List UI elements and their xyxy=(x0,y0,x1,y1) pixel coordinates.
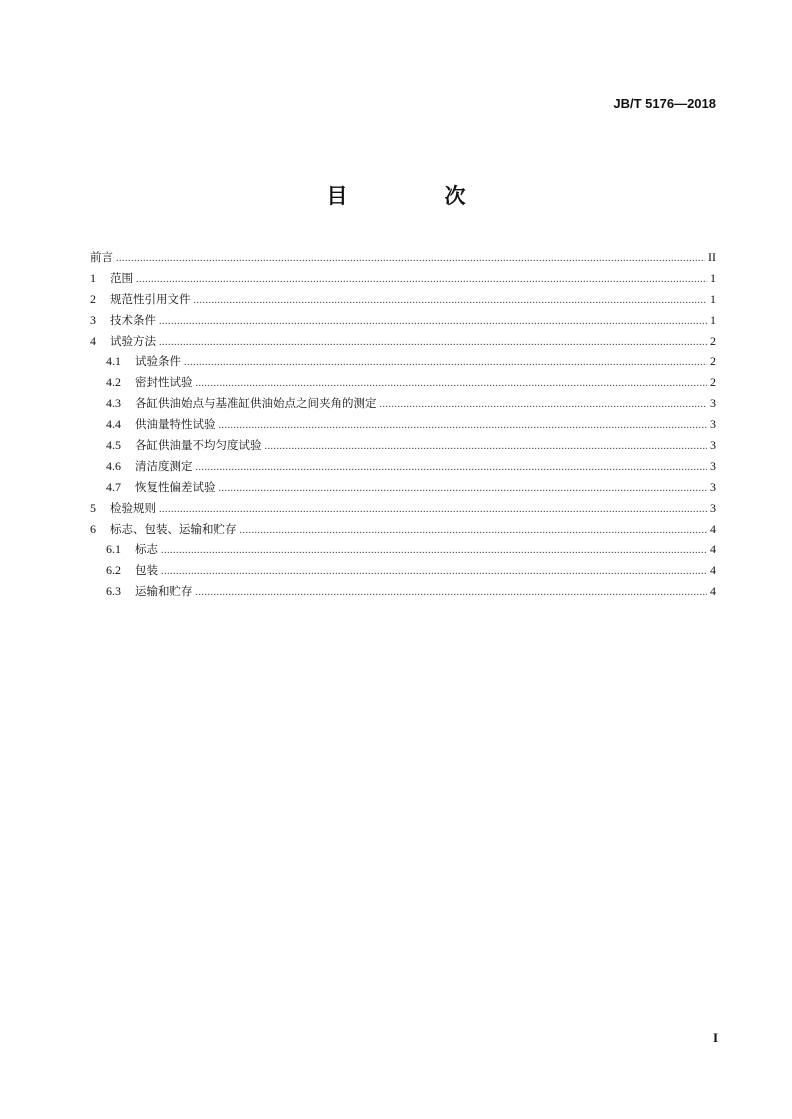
toc-leader-dots xyxy=(380,395,708,416)
toc-entry-page: 4 xyxy=(710,584,716,599)
toc-leader-dots xyxy=(196,374,708,395)
toc-entry-label: 标志 xyxy=(135,542,158,557)
toc-entry-label: 各缸供油始点与基准缸供油始点之间夹角的测定 xyxy=(135,396,377,411)
toc-entry-page: 3 xyxy=(710,500,716,515)
toc-entry-4-5[interactable] xyxy=(90,435,716,456)
toc-entry-page: 2 xyxy=(710,375,716,390)
toc-entry-label: 范围 xyxy=(110,270,133,285)
toc-entry-5[interactable] xyxy=(90,498,716,519)
toc-entry-4-3[interactable] xyxy=(90,393,716,414)
toc-leader-dots xyxy=(161,562,707,583)
toc-entry-4[interactable] xyxy=(90,331,716,352)
toc-entry-label: 规范性引用文件 xyxy=(110,291,191,306)
toc-entry-4-4[interactable] xyxy=(90,414,716,435)
toc-entry-foreword[interactable] xyxy=(90,247,716,268)
toc-entry-page: 2 xyxy=(710,354,716,369)
toc-entry-page: 1 xyxy=(710,291,716,306)
toc-entry-label: 试验方法 xyxy=(110,333,156,348)
toc-entry-number: 6.2 xyxy=(106,563,121,578)
page-title: 目 次 xyxy=(326,184,504,208)
toc-entry-number: 1 xyxy=(90,270,96,285)
toc-entry-1[interactable] xyxy=(90,268,716,289)
toc-entry-label: 供油量特性试验 xyxy=(135,417,216,432)
toc-entry-number: 6.1 xyxy=(106,542,121,557)
toc-entry-page: 3 xyxy=(710,417,716,432)
toc-entry-page: 3 xyxy=(710,458,716,473)
toc-entry-label: 包装 xyxy=(135,563,158,578)
toc-leader-dots xyxy=(159,333,707,354)
toc-entry-4-7[interactable] xyxy=(90,477,716,498)
toc-leader-dots xyxy=(196,583,708,604)
toc-entry-number: 4 xyxy=(90,333,96,348)
toc-entry-page: 4 xyxy=(710,521,716,536)
toc-leader-dots xyxy=(219,479,708,500)
toc-entry-page: II xyxy=(708,250,716,264)
toc-entry-number: 3 xyxy=(90,312,96,327)
page-folio: I xyxy=(712,1030,718,1045)
toc-entry-page: 3 xyxy=(710,438,716,453)
toc-leader-dots xyxy=(161,541,707,562)
toc-entry-label: 各缸供油量不均匀度试验 xyxy=(135,438,262,453)
toc-entry-label: 恢复性偏差试验 xyxy=(135,479,216,494)
toc-entry-4-1[interactable] xyxy=(90,351,716,372)
toc-entry-number: 4.1 xyxy=(106,354,121,369)
toc-entry-6-2[interactable] xyxy=(90,560,716,581)
standard-code: JB/T 5176—2018 xyxy=(613,96,716,111)
toc-entry-number: 4.6 xyxy=(106,458,121,473)
toc-entry-label: 检验规则 xyxy=(110,500,156,515)
toc-entry-page: 4 xyxy=(710,563,716,578)
toc-leader-dots xyxy=(184,353,707,374)
toc-leader-dots xyxy=(265,437,708,458)
toc-entry-page: 3 xyxy=(710,479,716,494)
toc-entry-6[interactable] xyxy=(90,519,716,540)
toc-entry-number: 4.2 xyxy=(106,375,121,390)
toc-entry-number: 4.7 xyxy=(106,479,121,494)
toc-entry-3[interactable] xyxy=(90,310,716,331)
toc-entry-page: 1 xyxy=(710,312,716,327)
toc-leader-dots xyxy=(159,312,707,333)
toc-entry-label: 清洁度测定 xyxy=(135,458,193,473)
toc-entry-number: 5 xyxy=(90,500,96,515)
toc-entry-6-1[interactable] xyxy=(90,539,716,560)
toc-entry-label: 前言 xyxy=(90,250,113,264)
toc-entry-number: 4.5 xyxy=(106,438,121,453)
toc-entry-page: 4 xyxy=(710,542,716,557)
toc-leader-dots xyxy=(219,416,708,437)
toc-leader-dots xyxy=(194,291,708,312)
toc-entry-4-6[interactable] xyxy=(90,456,716,477)
toc-entry-2[interactable] xyxy=(90,289,716,310)
toc-entry-number: 6.3 xyxy=(106,584,121,599)
toc-leader-dots xyxy=(196,458,708,479)
toc-entry-label: 运输和贮存 xyxy=(135,584,193,599)
toc-entry-number: 6 xyxy=(90,521,96,536)
toc-entry-page: 1 xyxy=(710,270,716,285)
toc-leader-dots xyxy=(136,270,707,291)
toc-entry-6-3[interactable] xyxy=(90,581,716,602)
toc-entry-label: 密封性试验 xyxy=(135,375,193,390)
toc-entry-number: 4.3 xyxy=(106,396,121,411)
toc-leader-dots xyxy=(240,521,708,542)
toc-entry-4-2[interactable] xyxy=(90,372,716,393)
toc-entry-label: 试验条件 xyxy=(135,354,181,369)
toc-entry-page: 3 xyxy=(710,396,716,411)
toc-entry-number: 4.4 xyxy=(106,417,121,432)
toc-leader-dots xyxy=(116,249,705,270)
table-of-contents xyxy=(90,247,716,602)
toc-leader-dots xyxy=(159,500,707,521)
toc-entry-page: 2 xyxy=(710,333,716,348)
toc-entry-label: 标志、包装、运输和贮存 xyxy=(110,521,237,536)
toc-entry-number: 2 xyxy=(90,291,96,306)
toc-entry-label: 技术条件 xyxy=(110,312,156,327)
